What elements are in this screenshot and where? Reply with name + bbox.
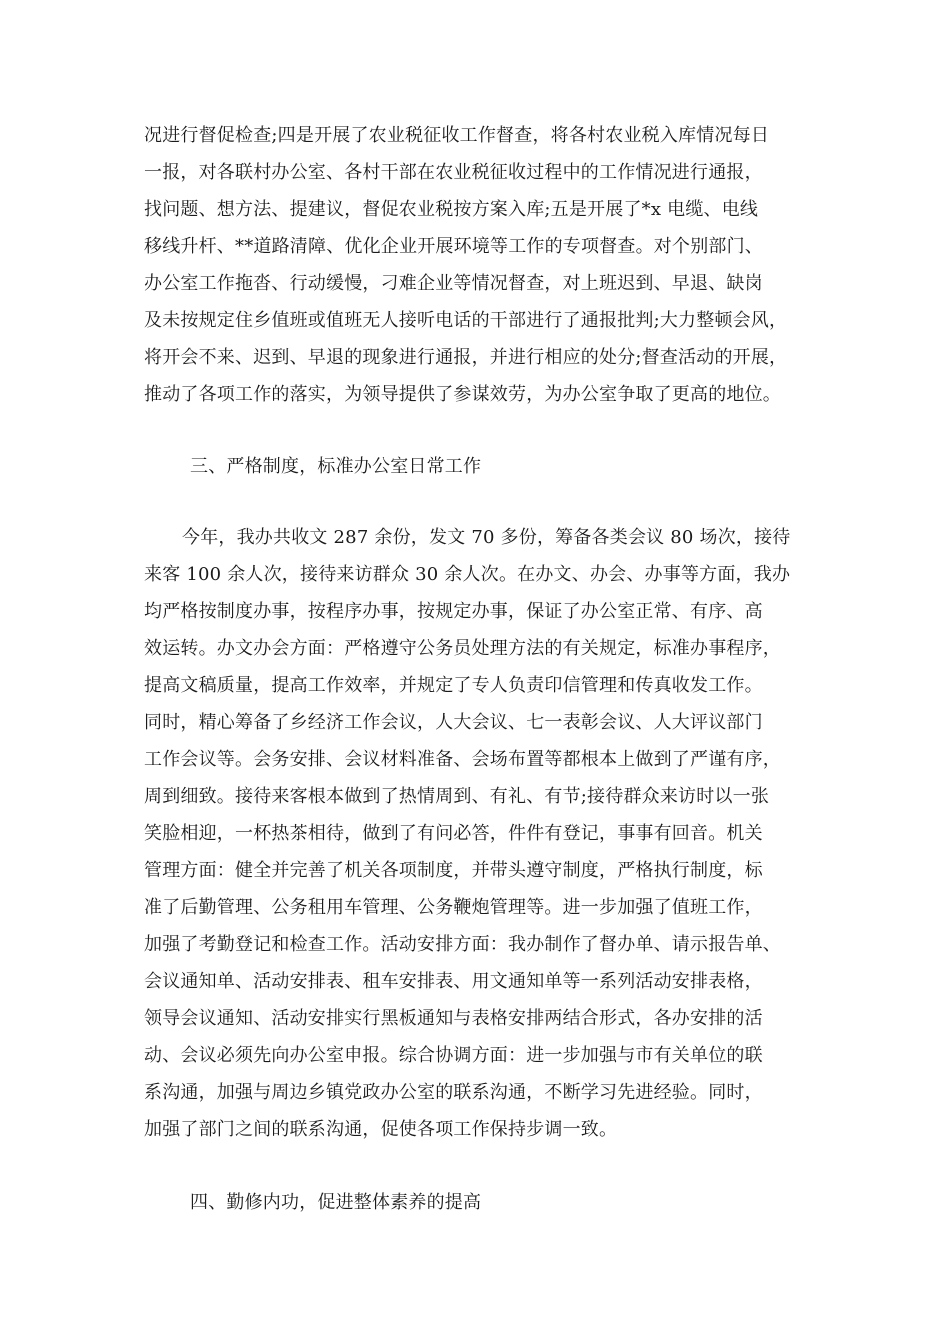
paragraph-2-line: 同时，精心筹备了乡经济工作会议，人大会议、七一表彰会议、人大评议部门 bbox=[144, 712, 763, 733]
paragraph-2-line: 来客 100 余人次，接待来访群众 30 余人次。在办文、办会、办事等方面，我办 bbox=[144, 564, 791, 585]
paragraph-1-line: 一报，对各联村办公室、各村干部在农业税征收过程中的工作情况进行通报， bbox=[144, 162, 763, 183]
paragraph-2-line: 领导会议通知、活动安排实行黑板通知与表格安排两结合形式，各办安排的活 bbox=[144, 1008, 763, 1029]
paragraph-2-line: 效运转。办文办会方面：严格遵守公务员处理方法的有关规定，标准办事程序， bbox=[144, 638, 781, 659]
paragraph-1-line: 办公室工作拖沓、行动缓慢，刁难企业等情况督查，对上班迟到、早退、缺岗 bbox=[144, 273, 763, 294]
paragraph-1-line: 移线升杆、**道路清障、优化企业开展环境等工作的专项督查。对个别部门、 bbox=[144, 236, 763, 257]
paragraph-2-line: 管理方面：健全并完善了机关各项制度，并带头遵守制度，严格执行制度，标 bbox=[144, 860, 763, 881]
paragraph-2-line: 均严格按制度办事，按程序办事，按规定办事，保证了办公室正常、有序、高 bbox=[144, 601, 763, 622]
paragraph-2-line: 提高文稿质量，提高工作效率，并规定了专人负责印信管理和传真收发工作。 bbox=[144, 675, 763, 696]
section-heading-3: 三、严格制度，标准办公室日常工作 bbox=[190, 456, 482, 477]
paragraph-2-line: 动、会议必须先向办公室申报。综合协调方面：进一步加强与市有关单位的联 bbox=[144, 1045, 763, 1066]
paragraph-1-line: 推动了各项工作的落实，为领导提供了参谋效劳，为办公室争取了更高的地位。 bbox=[144, 384, 781, 405]
paragraph-2-line: 系沟通，加强与周边乡镇党政办公室的联系沟通，不断学习先进经验。同时， bbox=[144, 1082, 763, 1103]
paragraph-1-line: 及未按规定住乡值班或值班无人接听电话的干部进行了通报批判;大力整顿会风， bbox=[144, 310, 788, 331]
paragraph-2-line: 今年，我办共收文 287 余份，发文 70 多份，筹备各类会议 80 场次，接待 bbox=[182, 527, 791, 548]
paragraph-2-line: 会议通知单、活动安排表、租车安排表、用文通知单等一系列活动安排表格， bbox=[144, 971, 763, 992]
paragraph-2-line: 笑脸相迎，一杯热茶相待，做到了有问必答，件件有登记，事事有回音。机关 bbox=[144, 823, 763, 844]
paragraph-2-line: 工作会议等。会务安排、会议材料准备、会场布置等都根本上做到了严谨有序， bbox=[144, 749, 781, 770]
paragraph-2-line: 准了后勤管理、公务租用车管理、公务鞭炮管理等。进一步加强了值班工作， bbox=[144, 897, 763, 918]
section-heading-4: 四、勤修内功，促进整体素养的提高 bbox=[190, 1192, 482, 1213]
paragraph-2-line: 加强了考勤登记和检查工作。活动安排方面：我办制作了督办单、请示报告单、 bbox=[144, 934, 781, 955]
paragraph-1-line: 况进行督促检查;四是开展了农业税征收工作督查，将各村农业税入库情况每日 bbox=[144, 125, 770, 146]
paragraph-1-line: 将开会不来、迟到、早退的现象进行通报，并进行相应的处分;督查活动的开展， bbox=[144, 347, 788, 368]
paragraph-2-line: 加强了部门之间的联系沟通，促使各项工作保持步调一致。 bbox=[144, 1119, 618, 1140]
paragraph-1-line: 找问题、想方法、提建议，督促农业税按方案入库;五是开展了*x 电缆、电线 bbox=[144, 199, 759, 220]
paragraph-2-line: 周到细致。接待来客根本做到了热情周到、有礼、有节;接待群众来访时以一张 bbox=[144, 786, 770, 807]
